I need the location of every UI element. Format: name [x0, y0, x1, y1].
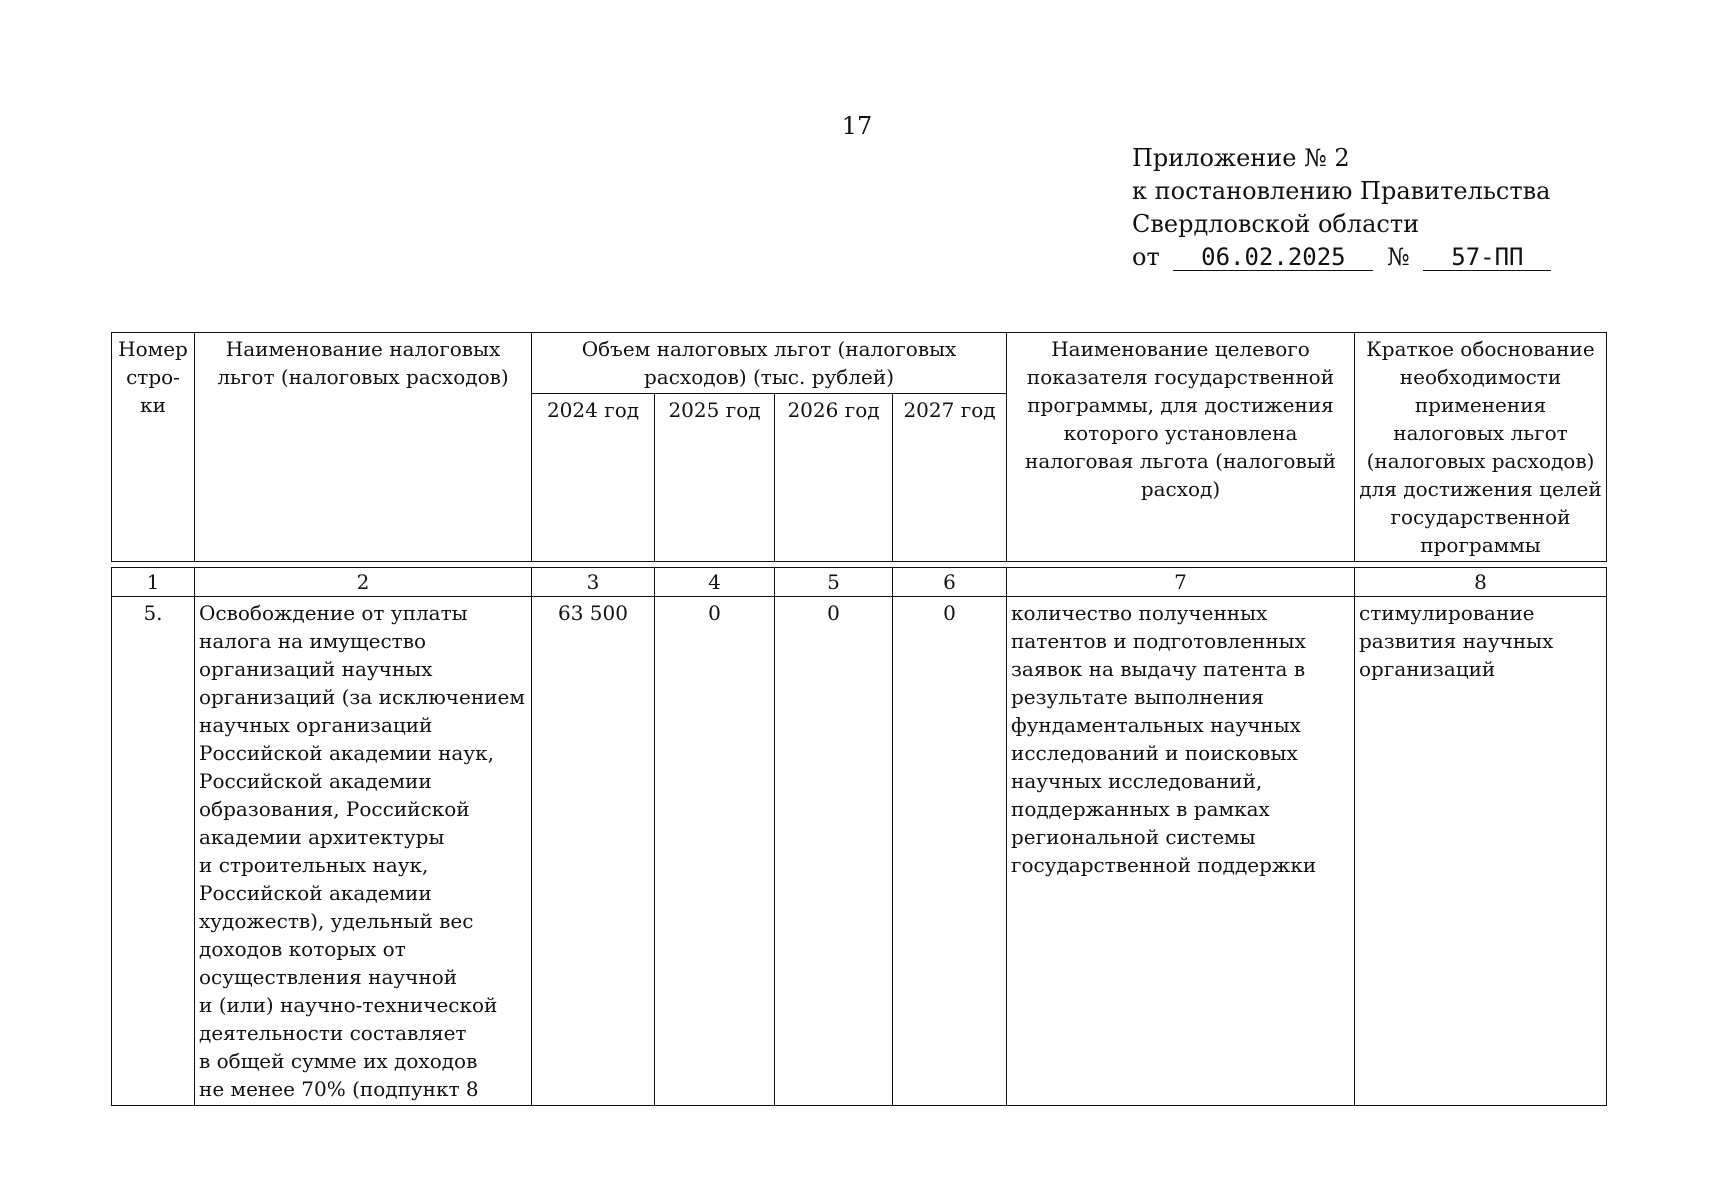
header-year-2024: 2024 год [532, 394, 655, 562]
page-number: 17 [841, 112, 873, 140]
text-line: региональной системы [1011, 825, 1256, 849]
document-date: 06.02.2025 [1173, 244, 1373, 271]
table-row [112, 597, 1607, 1106]
number-prefix: № [1387, 243, 1410, 271]
text-line: осуществления научной [199, 965, 458, 989]
text-line: доходов которых от [199, 937, 406, 961]
header-benefit-name: Наименование налоговых льгот (налоговых расходов) [195, 333, 532, 562]
value-2027: 0 [893, 597, 1007, 1106]
column-number: 6 [893, 568, 1007, 597]
text-line: организаций (за исключением [199, 685, 525, 709]
appendix-block [1132, 142, 1551, 274]
text-line: государственной поддержки [1011, 853, 1317, 877]
text-line: деятельности составляет [199, 1021, 467, 1045]
column-numbers-row [112, 568, 1607, 597]
text-line: не менее 70% (подпункт 8 [199, 1077, 479, 1101]
header-year-2026: 2026 год [775, 394, 893, 562]
text-line: академии архитектуры [199, 825, 445, 849]
column-number: 7 [1007, 568, 1355, 597]
header-volume-group: Объем налоговых льгот (налоговых расходов) (тыс. рублей) [532, 333, 1007, 394]
text-line: Освобождение от уплаты [199, 601, 468, 625]
text-line: исследований и поисковых [1011, 741, 1298, 765]
text-line: фундаментальных научных [1011, 713, 1301, 737]
text-line: Российской академии наук, [199, 741, 494, 765]
text-line: развития научных [1359, 629, 1554, 653]
date-prefix: от [1132, 243, 1160, 271]
appendix-title: Приложение № 2 [1132, 144, 1350, 172]
appendix-region: Свердловской области [1132, 210, 1420, 238]
text-line: заявок на выдачу патента в [1011, 657, 1306, 681]
text-line: налога на имущество [199, 629, 427, 653]
header-justification: Краткое обоснование необходимости применения налоговых льгот (налоговых расходов) для достижения целей государственной программы [1355, 333, 1607, 562]
column-number: 5 [775, 568, 893, 597]
text-line: Российской академии [199, 769, 432, 793]
text-line: результате выполнения [1011, 685, 1264, 709]
header-row-number: Номер стро- ки [112, 333, 195, 562]
text-line: научных организаций [199, 713, 433, 737]
justification [1355, 597, 1607, 1106]
text-line: стимулирование [1359, 601, 1535, 625]
value-2026: 0 [775, 597, 893, 1106]
header-target-indicator: Наименование целевого показателя государственной программы, для достижения которого установлена налоговая льгота (налоговый расход) [1007, 333, 1355, 562]
table-header [111, 332, 1607, 562]
target-indicator [1007, 597, 1355, 1106]
text-line: организаций научных [199, 657, 433, 681]
column-number: 3 [532, 568, 655, 597]
text-line: поддержанных в рамках [1011, 797, 1270, 821]
value-2024: 63 500 [532, 597, 655, 1106]
text-line: количество полученных [1011, 601, 1268, 625]
column-number: 4 [655, 568, 775, 597]
column-number: 8 [1355, 568, 1607, 597]
column-number: 1 [112, 568, 195, 597]
header-year-2027: 2027 год [893, 394, 1007, 562]
appendix-resolution: к постановлению Правительства [1132, 177, 1551, 205]
text-line: патентов и подготовленных [1011, 629, 1306, 653]
text-line: Российской академии [199, 881, 432, 905]
text-line: и (или) научно-технической [199, 993, 498, 1017]
column-number: 2 [195, 568, 532, 597]
text-line: научных исследований, [1011, 769, 1263, 793]
text-line: образования, Российской [199, 797, 470, 821]
text-line: и строительных наук, [199, 853, 429, 877]
appendix-date-line [1132, 241, 1551, 274]
document-number: 57-ПП [1423, 244, 1551, 271]
text-line: организаций [1359, 657, 1496, 681]
text-line: в общей сумме их доходов [199, 1049, 478, 1073]
row-number: 5. [112, 597, 195, 1106]
benefit-name [195, 597, 532, 1106]
header-year-2025: 2025 год [655, 394, 775, 562]
value-2025: 0 [655, 597, 775, 1106]
table-body [111, 567, 1607, 1106]
text-line: художеств), удельный вес [199, 909, 474, 933]
